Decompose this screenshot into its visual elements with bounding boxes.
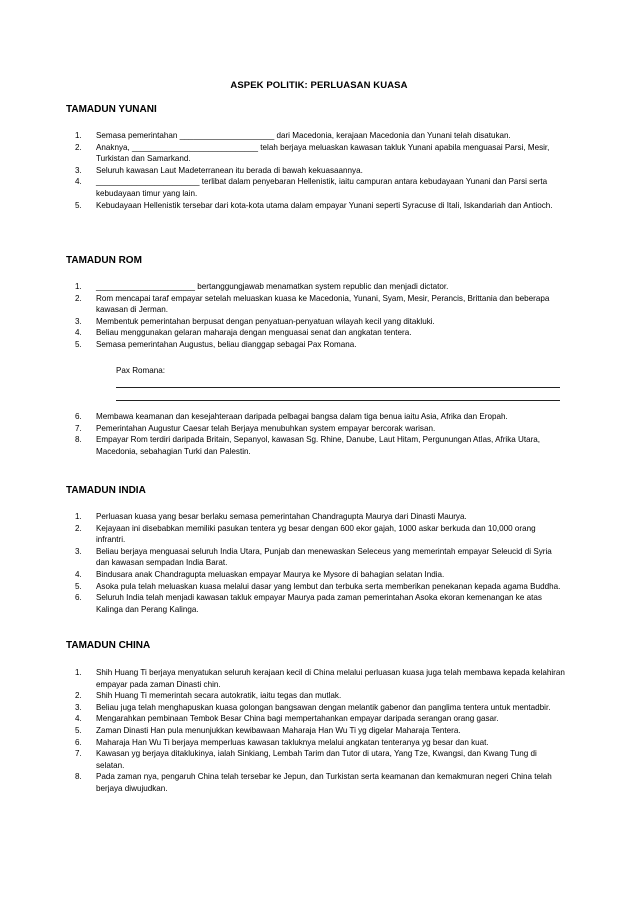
pax-romana-label: Pax Romana: (116, 366, 166, 375)
item-text: Semasa pemerintahan Augustus, beliau dianggap sebagai Pax Romana. (96, 339, 357, 349)
section-heading-china: TAMADUN CHINA (66, 640, 151, 651)
item-text: _______________________ terlibat dalam penyebaran Hellenistik, iaitu campuran antara kebudayaan Yunani dan Parsi serta kebudayaan timur yang lain. (96, 177, 548, 198)
item-number: 6. (75, 737, 82, 747)
item-number: 2. (75, 523, 82, 533)
item-number: 5. (75, 581, 82, 591)
list-item (75, 690, 566, 702)
answer-line[interactable] (116, 391, 560, 401)
item-text: Empayar Rom terdiri daripada Britain, Sepanyol, kawasan Sg. Rhine, Danube, Laut Hitam, Pergunungan Atlas, Afrika Utara, Macedonia, sebahagian Turki dan Palestin. (96, 435, 541, 456)
item-text: Shih Huang Ti berjaya menyatukan seluruh kerajaan kecil di China melalui perluasan kuasa juga telah membawa kepada kelahiran empayar pada zaman Dinasti chin. (96, 668, 565, 689)
item-text: Zaman Dinasti Han pula menunjukkan kewibawaan Maharaja Han Wu Ti yg digelar Maharaja Tentera. (96, 725, 461, 735)
list-china (75, 667, 566, 795)
section-heading-yunani: TAMADUN YUNANI (66, 104, 157, 115)
list-item (75, 293, 566, 316)
item-number: 4. (75, 328, 82, 338)
list-item (75, 200, 566, 212)
item-number: 5. (75, 725, 82, 735)
item-text: Pada zaman nya, pengaruh China telah tersebar ke Jepun, dan Turkistan serta keamanan dan kemakmuran negeri China telah berjaya diwujudkan. (96, 772, 552, 793)
item-text: Asoka pula telah meluaskan kuasa melalui dasar yang lembut dan terbuka serta memberikan penekanan kepada agama Buddha. (96, 581, 561, 591)
list-item (75, 339, 566, 351)
item-number: 4. (75, 714, 82, 724)
item-text: Bindusara anak Chandragupta meluaskan empayar Maurya ke Mysore di bahagian selatan India. (96, 569, 445, 579)
list-item (75, 702, 566, 714)
answer-line[interactable] (116, 378, 560, 388)
item-number: 8. (75, 772, 82, 782)
item-number: 2. (75, 142, 82, 152)
list-item (75, 771, 566, 794)
list-item (75, 281, 566, 293)
item-number: 3. (75, 546, 82, 556)
item-number: 7. (75, 749, 82, 759)
item-number: 4. (75, 569, 82, 579)
list-item (75, 523, 566, 546)
list-yunani (75, 130, 566, 211)
item-text: Shih Huang Ti memerintah secara autokratik, iaitu tegas dan mutlak. (96, 691, 342, 701)
list-item (75, 511, 566, 523)
item-text: ______________________ bertanggungjawab menamatkan system republic dan menjadi dictator. (96, 282, 449, 291)
item-text: Kebudayaan Hellenistik tersebar dari kota-kota utama dalam empayar Yunani seperti Syracuse di Itali, Iskandariah dan Antioch. (96, 200, 553, 210)
item-number: 1. (75, 282, 82, 291)
list-item (75, 748, 566, 771)
item-text: Semasa pemerintahan _____________________ dari Macedonia, kerajaan Macedonia dan Yunani telah disatukan. (96, 131, 511, 140)
item-text: Mengarahkan pembinaan Tembok Besar China bagi mempertahankan empayar daripada serangan orang gasar. (96, 714, 499, 724)
item-number: 7. (75, 423, 82, 433)
list-item (75, 737, 566, 749)
list-item (75, 725, 566, 737)
document-title: ASPEK POLITIK: PERLUASAN KUASA (230, 80, 408, 91)
item-text: Anaknya, ____________________________ telah berjaya meluaskan kawasan takluk Yunani apabila menguasai Parsi, Mesir, Turkistan dan Samarkand. (96, 142, 550, 164)
list-item (75, 316, 566, 328)
list-india (75, 511, 566, 615)
item-text: Membawa keamanan dan kesejahteraan daripada pelbagai bangsa dalam tiga benua iaitu Asia, Afrika dan Eropah. (96, 412, 508, 421)
list-rom-part2 (75, 411, 566, 457)
item-text: Beliau juga telah menghapuskan kuasa golongan bangsawan dengan melantik gabenor dan panglima tentera untuk mentadbir. (96, 702, 551, 712)
item-number: 8. (75, 435, 82, 445)
item-text: Membentuk pemerintahan berpusat dengan penyatuan-penyatuan wilayah kecil yang ditakluki. (96, 316, 435, 326)
item-number: 3. (75, 702, 82, 712)
item-number: 1. (75, 668, 82, 677)
pax-romana-answer-block (116, 366, 560, 401)
item-number: 6. (75, 412, 82, 421)
item-number: 5. (75, 339, 82, 349)
list-item (75, 142, 566, 165)
item-text: Beliau menggunakan gelaran maharaja dengan menguasai senat dan angkatan tentera. (96, 328, 412, 338)
item-text: Pemerintahan Augustur Caesar telah Berjaya menubuhkan system empayar bercorak warisan. (96, 423, 436, 433)
list-item (75, 434, 566, 457)
item-text: Kejayaan ini disebabkan memiliki pasukan tentera yg besar dengan 600 ekor gajah, 1000 askar berkuda dan 10,000 orang infrantri. (96, 523, 536, 545)
list-rom-part1 (75, 281, 566, 351)
item-text: Seluruh kawasan Laut Madeterranean itu berada di bawah kekuasaannya. (96, 165, 363, 175)
list-item (75, 569, 566, 581)
item-number: 3. (75, 316, 82, 326)
item-text: Beliau berjaya menguasai seluruh India Utara, Punjab dan menewaskan Seleceus yang memerintah empayar Seleucid di Syria dan kawasan sempadan India Barat. (96, 546, 552, 568)
item-text: Rom mencapai taraf empayar setelah meluaskan kuasa ke Macedonia, Yunani, Syam, Mesir, Perancis, Brittania dan beberapa kawasan di Jerman. (96, 293, 550, 315)
list-item (75, 581, 566, 593)
list-item (75, 176, 566, 199)
list-item (75, 411, 566, 423)
list-item (75, 327, 566, 339)
item-number: 1. (75, 512, 82, 521)
item-text: Seluruh India telah menjadi kawasan takluk empayar Maurya pada zaman pemerintahan Asoka ekoran kemenangan ke atas Kalinga dan Perang Kalinga. (96, 593, 542, 614)
list-item (75, 667, 566, 690)
item-number: 1. (75, 131, 82, 140)
item-text: Maharaja Han Wu Ti berjaya memperluas kawasan takluknya melalui angkatan tenteranya yg besar dan kuat. (96, 737, 489, 747)
item-number: 2. (75, 293, 82, 303)
item-number: 5. (75, 200, 82, 210)
section-heading-india: TAMADUN INDIA (66, 485, 146, 496)
item-number: 4. (75, 177, 82, 187)
item-number: 3. (75, 165, 82, 175)
item-text: Perluasan kuasa yang besar berlaku semasa pemerintahan Chandragupta Maurya dari Dinasti Maurya. (96, 512, 467, 521)
list-item (75, 423, 566, 435)
item-number: 2. (75, 691, 82, 701)
section-heading-rom: TAMADUN ROM (66, 255, 142, 266)
list-item (75, 130, 566, 142)
list-item (75, 592, 566, 615)
list-item (75, 713, 566, 725)
list-item (75, 165, 566, 177)
item-text: Kawasan yg berjaya ditaklukinya, ialah Sinkiang, Lembah Tarim dan Tutor di utara, Yang Tze, Kwangsi, dan Kwang Tung di selatan. (96, 749, 537, 770)
item-number: 6. (75, 593, 82, 603)
list-item (75, 546, 566, 569)
